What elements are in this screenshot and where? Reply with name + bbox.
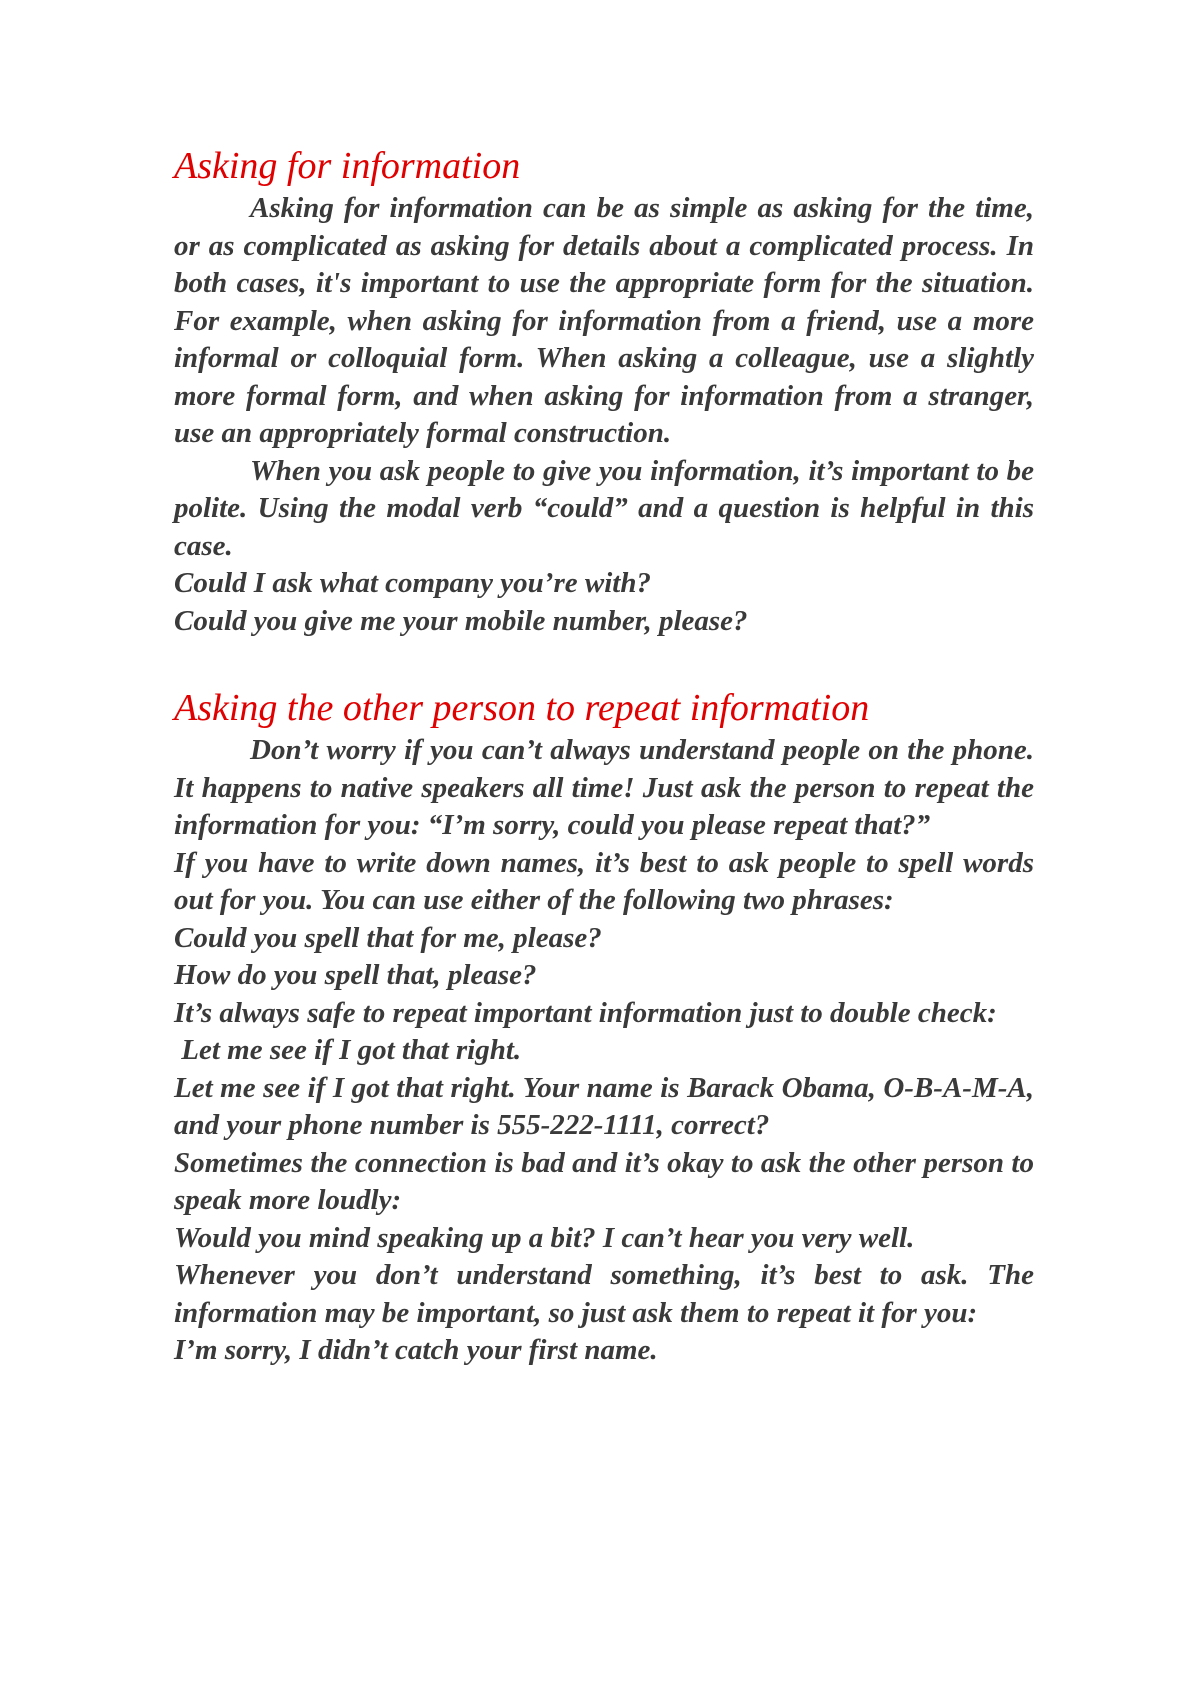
paragraph: If you have to write down names, it’s best to ask people to spell words out for you. You can use either of the following two phrases: bbox=[174, 846, 1034, 916]
example-phrase: How do you spell that, please? bbox=[174, 959, 537, 991]
example-phrase: I’m sorry, I didn’t catch your first name. bbox=[174, 1334, 658, 1366]
section-heading-asking-for-information: Asking for information bbox=[174, 145, 521, 187]
document-page bbox=[174, 142, 1034, 1370]
paragraph: Don’t worry if you can’t always understand people on the phone. It happens to native speakers all time! Just ask the person to repeat the information for you: “I’m sorry, could you please repeat that?” bbox=[174, 734, 1034, 841]
paragraph: Sometimes the connection is bad and it’s okay to ask the other person to speak more loudly: bbox=[174, 1146, 1034, 1216]
paragraph: When you ask people to give you information, it’s important to be polite. Using the modal verb “could” and a question is helpful in this case. bbox=[174, 454, 1034, 562]
example-phrase: Could you give me your mobile number, please? bbox=[174, 604, 748, 637]
example-phrase: Let me see if I got that right. bbox=[174, 1034, 522, 1066]
section-spacer bbox=[174, 640, 1034, 684]
paragraph: Let me see if I got that right. Your name is Barack Obama, O-B-A-M-A, and your phone number is 555-222-1111, correct? bbox=[174, 1071, 1034, 1141]
example-phrase: Would you mind speaking up a bit? I can’t hear you very well. bbox=[174, 1221, 915, 1254]
paragraph: Whenever you don’t understand something, it’s best to ask. The information may be important, so just ask them to repeat it for you: bbox=[174, 1259, 1034, 1329]
example-phrase: Could I ask what company you’re with? bbox=[174, 567, 651, 599]
paragraph: Asking for information can be as simple as asking for the time, or as complicated as asking for details about a complicated process. In both cases, it's important to use the appropriate form for the situation. For example, when asking for information from a friend, use a more informal or colloquial form. When asking a colleague, use a slightly more formal form, and when asking for information from a stranger, use an appropriately formal construction. bbox=[174, 192, 1034, 449]
section-heading-repeat-information: Asking the other person to repeat information bbox=[174, 687, 870, 729]
paragraph: It’s always safe to repeat important information just to double check: bbox=[174, 996, 997, 1029]
example-phrase: Could you spell that for me, please? bbox=[174, 921, 602, 954]
